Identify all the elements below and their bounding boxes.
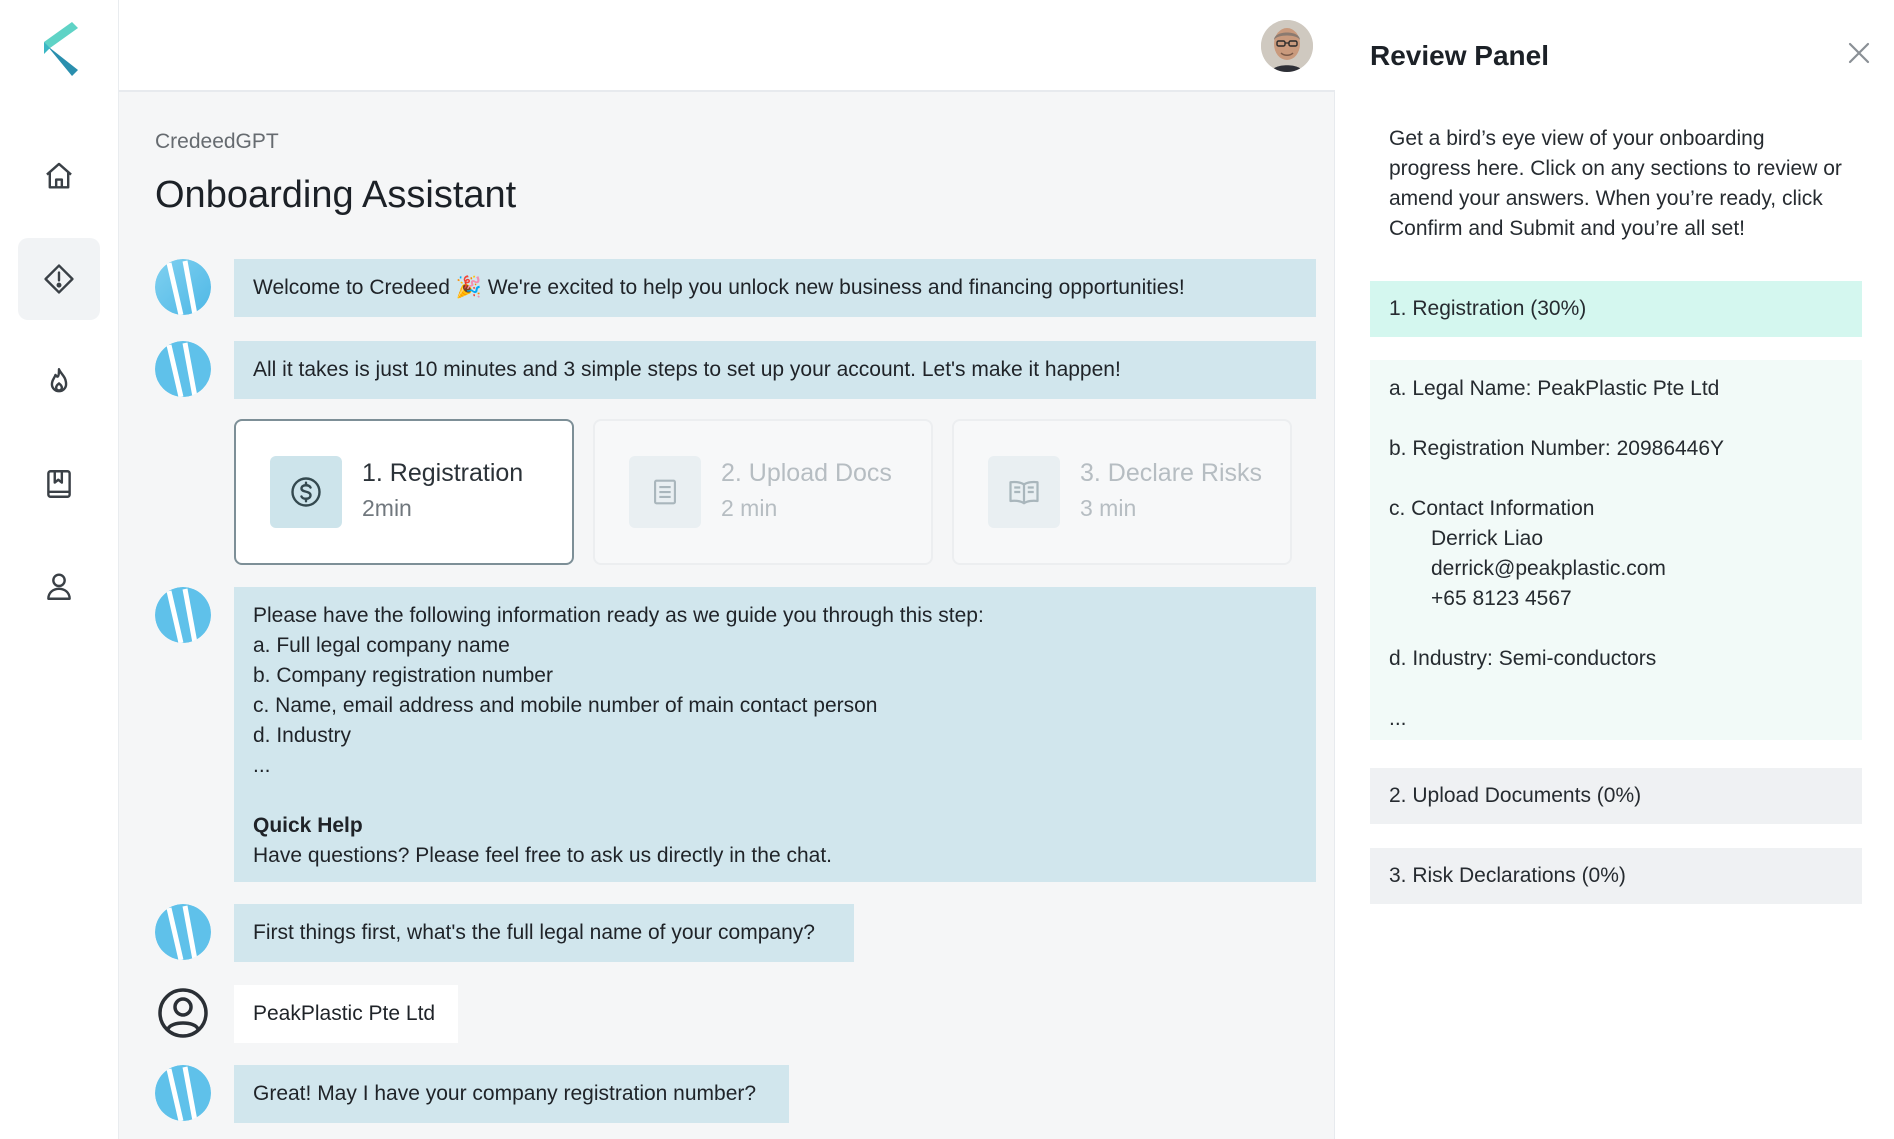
registration-number-value[interactable]: b. Registration Number: 20986446Y xyxy=(1389,437,1725,460)
details-ellipsis: ... xyxy=(1389,707,1407,730)
review-panel-title: Review Panel xyxy=(1370,40,1549,71)
user-icon xyxy=(42,569,76,603)
open-book-icon xyxy=(988,456,1060,528)
fire-icon xyxy=(42,365,76,399)
step-card-upload-docs[interactable] xyxy=(593,419,933,565)
diamond-alert-icon xyxy=(42,262,76,296)
quick-help-text: Have questions? Please feel free to ask us directly in the chat. xyxy=(253,844,832,867)
contact-email-value: derrick@peakplastic.com xyxy=(1431,557,1666,580)
contact-name-value: Derrick Liao xyxy=(1431,527,1544,550)
quick-help-heading: Quick Help xyxy=(253,814,363,837)
home-icon xyxy=(42,159,76,193)
bot-bubble: Great! May I have your company registration number? xyxy=(234,1065,789,1123)
step-title: 3. Declare Risks xyxy=(1080,459,1262,487)
step-card-declare-risks[interactable] xyxy=(952,419,1292,565)
sidebar-item-onboarding[interactable] xyxy=(18,238,100,320)
step-duration: 2 min xyxy=(721,495,778,521)
bot-bubble-checklist xyxy=(234,587,1316,882)
dollar-circle-icon xyxy=(270,456,342,528)
bot-avatar xyxy=(155,587,211,643)
bot-bubble: All it takes is just 10 minutes and 3 simple steps to set up your account. Let's make it happen! xyxy=(234,341,1316,399)
sidebar-item-fire[interactable] xyxy=(18,341,100,423)
checklist-item: a. Full legal company name xyxy=(253,634,510,657)
contact-phone-value: +65 8123 4567 xyxy=(1431,587,1572,610)
top-bar xyxy=(119,0,1335,92)
step-duration: 2min xyxy=(362,495,412,521)
user-circle-icon xyxy=(155,985,211,1041)
sidebar xyxy=(0,0,119,1139)
review-panel xyxy=(1335,0,1894,1139)
bot-avatar xyxy=(155,259,211,315)
step-duration: 3 min xyxy=(1080,495,1137,521)
sidebar-item-profile[interactable] xyxy=(18,545,100,627)
review-section-registration[interactable]: 1. Registration (30%) xyxy=(1370,281,1862,337)
chat-area xyxy=(119,92,1335,1139)
sidebar-item-home[interactable] xyxy=(18,135,100,217)
checklist-ellipsis: ... xyxy=(253,754,271,777)
contact-info-label[interactable]: c. Contact Information xyxy=(1389,497,1595,520)
legal-name-value[interactable]: a. Legal Name: PeakPlastic Pte Ltd xyxy=(1389,377,1720,400)
bot-avatar xyxy=(155,904,211,960)
checklist-item: c. Name, email address and mobile number of main contact person xyxy=(253,694,878,717)
checklist-intro: Please have the following information ready as we guide you through this step: xyxy=(253,604,984,627)
bot-bubble: First things first, what's the full legal name of your company? xyxy=(234,904,854,962)
bookmark-book-icon xyxy=(42,467,76,501)
sidebar-item-bookmarks[interactable] xyxy=(18,443,100,525)
checklist-item: d. Industry xyxy=(253,724,352,747)
user-avatar[interactable] xyxy=(1261,20,1313,72)
bot-avatar xyxy=(155,341,211,397)
close-icon[interactable] xyxy=(1844,38,1874,68)
step-title: 1. Registration xyxy=(362,459,524,487)
step-title: 2. Upload Docs xyxy=(721,459,892,487)
breadcrumb[interactable]: CredeedGPT xyxy=(155,130,279,153)
spacer xyxy=(253,781,1297,811)
user-bubble: PeakPlastic Pte Ltd xyxy=(234,985,458,1043)
step-card-registration[interactable] xyxy=(234,419,574,565)
review-section-upload-documents[interactable]: 2. Upload Documents (0%) xyxy=(1370,768,1862,824)
bot-bubble: Welcome to Credeed 🎉 We're excited to help you unlock new business and financing opportunities! xyxy=(234,259,1316,317)
bot-avatar xyxy=(155,1065,211,1121)
checklist-item: b. Company registration number xyxy=(253,664,553,687)
review-section-registration-details xyxy=(1370,360,1862,740)
credeed-logo[interactable] xyxy=(36,20,80,76)
review-panel-description: Get a bird’s eye view of your onboarding progress here. Click on any sections to review or amend your answers. When you’re ready, click Confirm and Submit and you’re all set! xyxy=(1389,127,1842,240)
document-icon xyxy=(629,456,701,528)
review-section-risk-declarations[interactable]: 3. Risk Declarations (0%) xyxy=(1370,848,1862,904)
page-title: Onboarding Assistant xyxy=(155,174,517,216)
industry-value[interactable]: d. Industry: Semi-conductors xyxy=(1389,647,1657,670)
